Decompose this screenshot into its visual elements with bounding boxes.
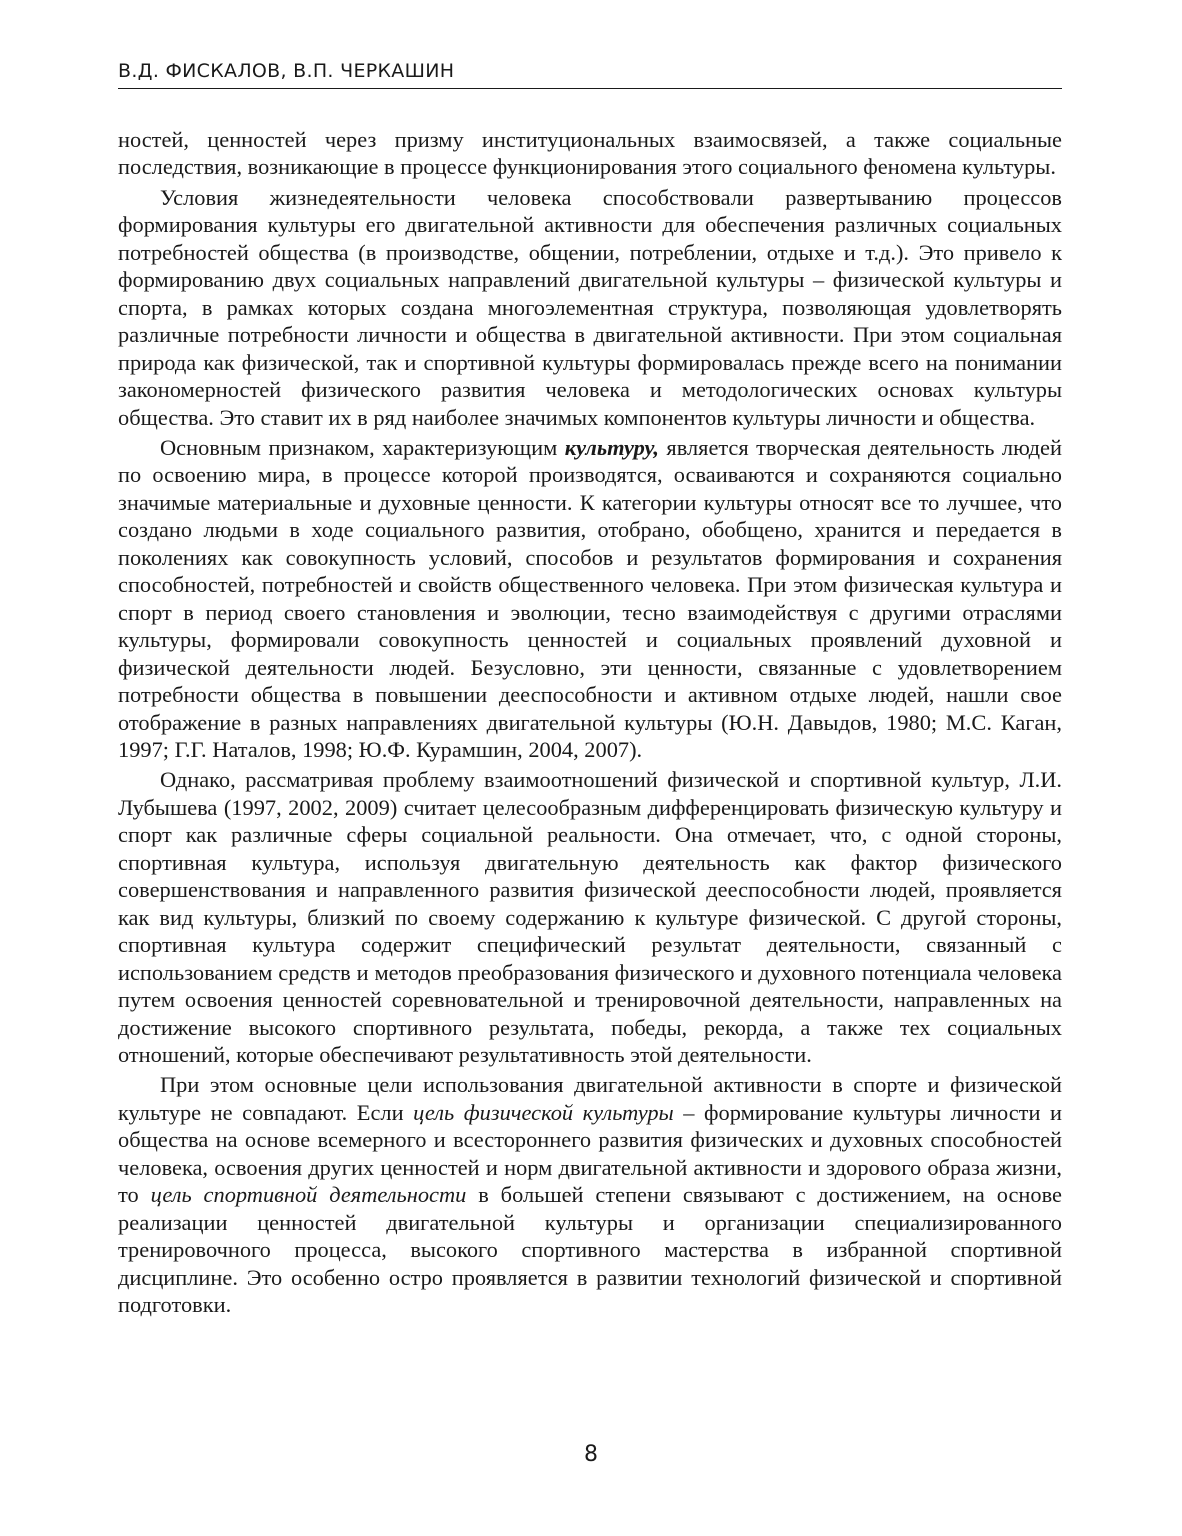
paragraph-2 xyxy=(118,184,1062,431)
text-run: является творческая деятельность людей по освоению мира, в процессе которой производятся, осваиваются и сохраняются социально значимые материальные и духовные ценности. К категории культуры относят все то лучшее, что создано людьми в ходе социального развития, отобрано, обобщено, хранится и передается в поколениях как совокупность условий, способов и результатов формирования и сохранения способностей, потребностей и свойств общественного человека. При этом физическая культура и спорт в период своего становления и эволюции, тесно взаимодействуя с другими отраслями культуры, формировали совокупность ценностей и социальных проявлений духовной и физической деятельности людей. Безусловно, эти ценности, связанные с удовлетворением потребности общества в повышении дееспособности и активном отдыхе людей, нашли свое отображение в разных направлениях двигательной культуры (Ю.Н. Давыдов, 1980; М.С. Каган, 1997; Г.Г. Наталов, 1998; Ю.Ф. Курамшин, 2004, 2007). xyxy=(118,434,1062,762)
italic-term: цель спортивной деятельности xyxy=(150,1182,467,1208)
bold-italic-term: культуру, xyxy=(564,434,659,460)
text-run: Основным признаком, характеризующим xyxy=(160,434,565,460)
running-head: В.Д. ФИСКАЛОВ, В.П. ЧЕРКАШИН xyxy=(118,60,1062,89)
paragraph-4 xyxy=(118,766,1062,1068)
text-run: в большей степени связывают с достижением, на основе реализации ценностей двигательной культуры и организации специализированного тренировочного процесса, высокого спортивного мастерства в избранной спортивной дисциплине. Это особенно остро проявляется в развитии технологий физической и спортивной подготовки. xyxy=(118,1182,1062,1318)
paragraph-3 xyxy=(118,434,1062,763)
text-run: – формирование культуры личности и общества на основе всемерного и всестороннего развития физических и духовных способностей человека, освоения других ценностей и норм двигательной активности и здорового образа жизни, то xyxy=(118,1099,1062,1208)
paragraph-1 xyxy=(118,126,1062,181)
paragraph-5 xyxy=(118,1071,1062,1318)
italic-term: цель физической культуры xyxy=(413,1099,674,1125)
text-run: При этом основные цели использования двигательной активности в спорте и физической культуре не совпадают. Если xyxy=(118,1072,1062,1125)
page-number: 8 xyxy=(584,1442,598,1467)
text-run: Условия жизнедеятельности человека способствовали развертыванию процессов формирования культуры его двигательной активности для обеспечения различных социальных потребностей общества (в производстве, общении, потреблении, отдыхе и т.д.). Это привело к формированию двух социальных направлений двигательной культуры – физической культуры и спорта, в рамках которых создана многоэлементная структура, позволяющая удовлетворять различные потребности личности и общества в двигательной активности. При этом социальная природа как физической, так и спортивной культуры формировалась прежде всего на понимании закономерностей физического развития человека и методологических основах культуры общества. Это ставит их в ряд наиболее значимых компонентов культуры личности и общества. xyxy=(118,184,1062,430)
text-run: ностей, ценностей через призму институциональных взаимосвязей, а также социальные последствия, возникающие в процессе функционирования этого социального феномена культуры. xyxy=(118,127,1062,180)
text-run: Однако, рассматривая проблему взаимоотношений физической и спортивной культур, Л.И. Лубышева (1997, 2002, 2009) считает целесообразным дифференцировать физическую культуру и спорт как различные сферы социальной реальности. Она отмечает, что, с одной стороны, спортивная культура, используя двигательную деятельность как фактор физического совершенствования и направленного развития физической дееспособности людей, проявляется как вид культуры, близкий по своему содержанию к культуре физической. С другой стороны, спортивная культура содержит специфический результат деятельности, связанный с использованием средств и методов преобразования физического и духовного потенциала человека путем освоения ценностей соревновательной и тренировочной деятельности, направленных на достижение высокого спортивного результата, победы, рекорда, а также тех социальных отношений, которые обеспечивают результативность этой деятельности. xyxy=(118,767,1062,1067)
body-text xyxy=(118,126,1062,1321)
